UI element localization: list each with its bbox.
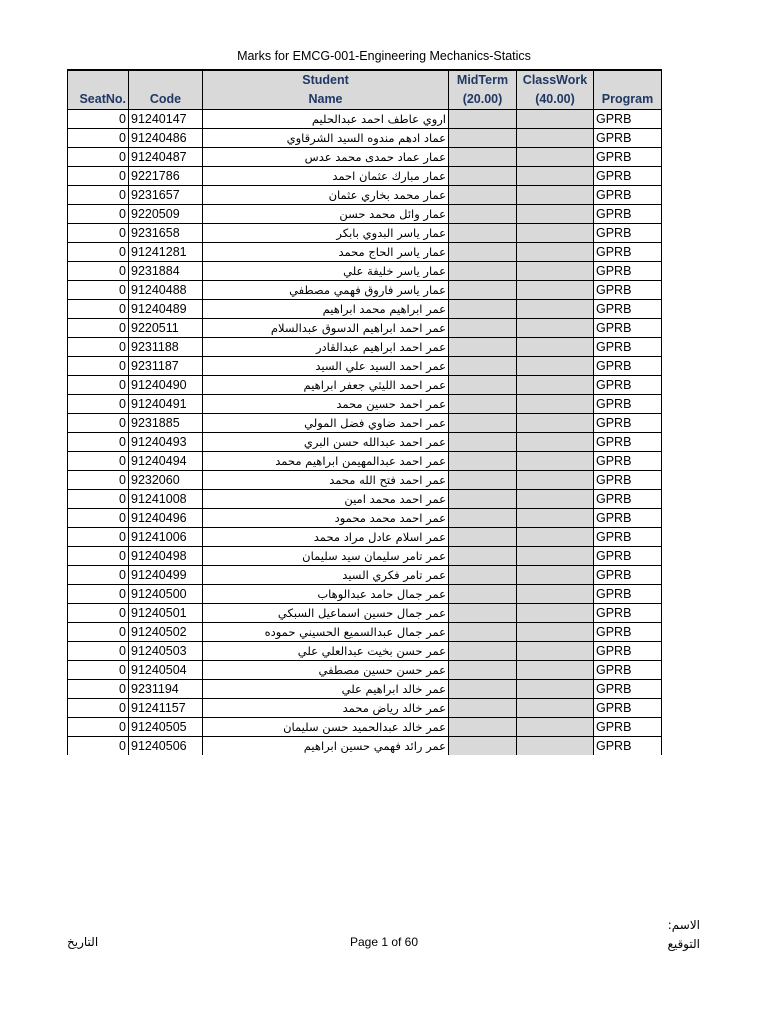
header-seat: SeatNo. bbox=[68, 70, 129, 110]
student-name-cell: عمر احمد الليثي جعفر ابراهيم bbox=[203, 376, 449, 395]
student-name-cell: عمر رائد فهمي حسين ابراهيم bbox=[203, 737, 449, 756]
code-cell: 91241281 bbox=[129, 243, 203, 262]
midterm-mark-cell[interactable] bbox=[449, 357, 517, 376]
table-row bbox=[68, 395, 662, 414]
classwork-mark-cell[interactable] bbox=[517, 186, 594, 205]
program-cell: GPRB bbox=[594, 205, 662, 224]
classwork-mark-cell[interactable] bbox=[517, 566, 594, 585]
code-cell: 91240494 bbox=[129, 452, 203, 471]
table-row bbox=[68, 680, 662, 699]
midterm-mark-cell[interactable] bbox=[449, 110, 517, 129]
seat-cell: 0 bbox=[68, 243, 129, 262]
program-cell: GPRB bbox=[594, 433, 662, 452]
program-cell: GPRB bbox=[594, 604, 662, 623]
midterm-mark-cell[interactable] bbox=[449, 718, 517, 737]
program-cell: GPRB bbox=[594, 528, 662, 547]
student-name-cell: عمار ياسر الحاج محمد bbox=[203, 243, 449, 262]
code-cell: 9231194 bbox=[129, 680, 203, 699]
header-program: Program bbox=[594, 70, 662, 110]
classwork-mark-cell[interactable] bbox=[517, 623, 594, 642]
midterm-mark-cell[interactable] bbox=[449, 642, 517, 661]
program-cell: GPRB bbox=[594, 167, 662, 186]
table-row bbox=[68, 243, 662, 262]
student-name-cell: عمار عماد حمدى محمد عدس bbox=[203, 148, 449, 167]
seat-cell: 0 bbox=[68, 357, 129, 376]
code-cell: 9231188 bbox=[129, 338, 203, 357]
table-row bbox=[68, 129, 662, 148]
seat-cell: 0 bbox=[68, 148, 129, 167]
code-cell: 91241006 bbox=[129, 528, 203, 547]
student-name-cell: عمر احمد السيد علي السيد bbox=[203, 357, 449, 376]
classwork-mark-cell[interactable] bbox=[517, 148, 594, 167]
student-name-cell: عمر جمال حامد عبدالوهاب bbox=[203, 585, 449, 604]
program-cell: GPRB bbox=[594, 110, 662, 129]
student-name-cell: عمر جمال حسين اسماعيل السبكي bbox=[203, 604, 449, 623]
midterm-mark-cell[interactable] bbox=[449, 148, 517, 167]
table-row bbox=[68, 281, 662, 300]
seat-cell: 0 bbox=[68, 186, 129, 205]
midterm-mark-cell[interactable] bbox=[449, 490, 517, 509]
classwork-mark-cell[interactable] bbox=[517, 433, 594, 452]
code-cell: 9231187 bbox=[129, 357, 203, 376]
table-row bbox=[68, 300, 662, 319]
program-cell: GPRB bbox=[594, 623, 662, 642]
seat-cell: 0 bbox=[68, 205, 129, 224]
table-row bbox=[68, 319, 662, 338]
program-cell: GPRB bbox=[594, 490, 662, 509]
midterm-mark-cell[interactable] bbox=[449, 471, 517, 490]
program-cell: GPRB bbox=[594, 718, 662, 737]
code-cell: 91240489 bbox=[129, 300, 203, 319]
classwork-mark-cell[interactable] bbox=[517, 376, 594, 395]
table-row bbox=[68, 186, 662, 205]
program-cell: GPRB bbox=[594, 281, 662, 300]
student-name-cell: عمار مبارك عثمان احمد bbox=[203, 167, 449, 186]
midterm-mark-cell[interactable] bbox=[449, 604, 517, 623]
code-cell: 91240487 bbox=[129, 148, 203, 167]
table-row bbox=[68, 566, 662, 585]
table-row bbox=[68, 547, 662, 566]
code-cell: 91241008 bbox=[129, 490, 203, 509]
classwork-mark-cell[interactable] bbox=[517, 300, 594, 319]
table-body bbox=[68, 110, 662, 756]
student-name-cell: عمر احمد محمد امين bbox=[203, 490, 449, 509]
seat-cell: 0 bbox=[68, 737, 129, 756]
code-cell: 91240504 bbox=[129, 661, 203, 680]
classwork-mark-cell[interactable] bbox=[517, 547, 594, 566]
classwork-mark-cell[interactable] bbox=[517, 471, 594, 490]
seat-cell: 0 bbox=[68, 471, 129, 490]
code-cell: 91240505 bbox=[129, 718, 203, 737]
program-cell: GPRB bbox=[594, 699, 662, 718]
student-name-cell: اروي عاطف احمد عبدالحليم bbox=[203, 110, 449, 129]
midterm-mark-cell[interactable] bbox=[449, 395, 517, 414]
code-cell: 91240488 bbox=[129, 281, 203, 300]
table-row bbox=[68, 528, 662, 547]
student-name-cell: عمر احمد ابراهيم الدسوق عبدالسلام bbox=[203, 319, 449, 338]
table-row bbox=[68, 718, 662, 737]
code-cell: 9232060 bbox=[129, 471, 203, 490]
table-row bbox=[68, 167, 662, 186]
student-name-cell: عمر حسن بخيت عبدالعلي علي bbox=[203, 642, 449, 661]
seat-cell: 0 bbox=[68, 376, 129, 395]
classwork-mark-cell[interactable] bbox=[517, 737, 594, 756]
program-cell: GPRB bbox=[594, 319, 662, 338]
student-name-cell: عمار ياسر خليفة علي bbox=[203, 262, 449, 281]
program-cell: GPRB bbox=[594, 661, 662, 680]
classwork-mark-cell[interactable] bbox=[517, 110, 594, 129]
program-cell: GPRB bbox=[594, 395, 662, 414]
student-name-cell: عمر خالد رياض محمد bbox=[203, 699, 449, 718]
code-cell: 91240503 bbox=[129, 642, 203, 661]
classwork-mark-cell[interactable] bbox=[517, 414, 594, 433]
seat-cell: 0 bbox=[68, 718, 129, 737]
midterm-mark-cell[interactable] bbox=[449, 186, 517, 205]
table-row bbox=[68, 148, 662, 167]
seat-cell: 0 bbox=[68, 604, 129, 623]
program-cell: GPRB bbox=[594, 680, 662, 699]
marks-table bbox=[67, 69, 662, 755]
code-cell: 9231658 bbox=[129, 224, 203, 243]
program-cell: GPRB bbox=[594, 186, 662, 205]
program-cell: GPRB bbox=[594, 737, 662, 756]
midterm-mark-cell[interactable] bbox=[449, 699, 517, 718]
midterm-mark-cell[interactable] bbox=[449, 680, 517, 699]
table-row bbox=[68, 110, 662, 129]
code-cell: 9231885 bbox=[129, 414, 203, 433]
table-row bbox=[68, 357, 662, 376]
student-name-cell: عمار ياسر البدوي بابكر bbox=[203, 224, 449, 243]
table-row bbox=[68, 604, 662, 623]
program-cell: GPRB bbox=[594, 129, 662, 148]
classwork-mark-cell[interactable] bbox=[517, 262, 594, 281]
table-row bbox=[68, 490, 662, 509]
seat-cell: 0 bbox=[68, 680, 129, 699]
student-name-cell: عمر حسن حسين مصطفي bbox=[203, 661, 449, 680]
midterm-mark-cell[interactable] bbox=[449, 737, 517, 756]
code-cell: 9231884 bbox=[129, 262, 203, 281]
student-name-cell: عمر احمد ضاوي فضل المولي bbox=[203, 414, 449, 433]
student-name-cell: عمر خالد ابراهيم علي bbox=[203, 680, 449, 699]
midterm-mark-cell[interactable] bbox=[449, 623, 517, 642]
program-cell: GPRB bbox=[594, 585, 662, 604]
midterm-mark-cell[interactable] bbox=[449, 585, 517, 604]
classwork-mark-cell[interactable] bbox=[517, 357, 594, 376]
table-row bbox=[68, 262, 662, 281]
classwork-mark-cell[interactable] bbox=[517, 642, 594, 661]
code-cell: 9220509 bbox=[129, 205, 203, 224]
page-number: Page 1 of 60 bbox=[349, 935, 419, 949]
student-name-cell: عمر احمد محمد محمود bbox=[203, 509, 449, 528]
program-cell: GPRB bbox=[594, 566, 662, 585]
student-name-cell: عمار وائل محمد حسن bbox=[203, 205, 449, 224]
code-cell: 91240493 bbox=[129, 433, 203, 452]
student-name-cell: عمر تامر سليمان سيد سليمان bbox=[203, 547, 449, 566]
midterm-mark-cell[interactable] bbox=[449, 509, 517, 528]
seat-cell: 0 bbox=[68, 395, 129, 414]
student-name-cell: عمر احمد ابراهيم عبدالقادر bbox=[203, 338, 449, 357]
seat-cell: 0 bbox=[68, 509, 129, 528]
seat-cell: 0 bbox=[68, 433, 129, 452]
header-classwork: ClassWork (40.00) bbox=[517, 70, 594, 110]
header-code: Code bbox=[129, 70, 203, 110]
midterm-mark-cell[interactable] bbox=[449, 547, 517, 566]
table-row bbox=[68, 699, 662, 718]
seat-cell: 0 bbox=[68, 699, 129, 718]
classwork-mark-cell[interactable] bbox=[517, 699, 594, 718]
midterm-mark-cell[interactable] bbox=[449, 243, 517, 262]
seat-cell: 0 bbox=[68, 167, 129, 186]
midterm-mark-cell[interactable] bbox=[449, 528, 517, 547]
code-cell: 91240491 bbox=[129, 395, 203, 414]
code-cell: 91240490 bbox=[129, 376, 203, 395]
classwork-mark-cell[interactable] bbox=[517, 281, 594, 300]
program-cell: GPRB bbox=[594, 509, 662, 528]
midterm-mark-cell[interactable] bbox=[449, 281, 517, 300]
classwork-mark-cell[interactable] bbox=[517, 224, 594, 243]
code-cell: 91240486 bbox=[129, 129, 203, 148]
code-cell: 91240506 bbox=[129, 737, 203, 756]
classwork-mark-cell[interactable] bbox=[517, 528, 594, 547]
date-label: التاريخ bbox=[67, 935, 99, 949]
seat-cell: 0 bbox=[68, 338, 129, 357]
program-cell: GPRB bbox=[594, 452, 662, 471]
table-row bbox=[68, 585, 662, 604]
classwork-mark-cell[interactable] bbox=[517, 680, 594, 699]
midterm-mark-cell[interactable] bbox=[449, 224, 517, 243]
seat-cell: 0 bbox=[68, 642, 129, 661]
code-cell: 9221786 bbox=[129, 167, 203, 186]
student-name-cell: عماد ادهم مندوه السيد الشرقاوي bbox=[203, 129, 449, 148]
table-row bbox=[68, 224, 662, 243]
student-name-cell: عمر ابراهيم محمد ابراهيم bbox=[203, 300, 449, 319]
classwork-mark-cell[interactable] bbox=[517, 319, 594, 338]
midterm-mark-cell[interactable] bbox=[449, 433, 517, 452]
midterm-mark-cell[interactable] bbox=[449, 167, 517, 186]
student-name-cell: عمر احمد عبدالله حسن البري bbox=[203, 433, 449, 452]
seat-cell: 0 bbox=[68, 585, 129, 604]
midterm-mark-cell[interactable] bbox=[449, 319, 517, 338]
seat-cell: 0 bbox=[68, 281, 129, 300]
code-cell: 91241157 bbox=[129, 699, 203, 718]
midterm-mark-cell[interactable] bbox=[449, 262, 517, 281]
classwork-mark-cell[interactable] bbox=[517, 604, 594, 623]
student-name-cell: عمر احمد حسين محمد bbox=[203, 395, 449, 414]
student-name-cell: عمر احمد عبدالمهيمن ابراهيم محمد bbox=[203, 452, 449, 471]
midterm-mark-cell[interactable] bbox=[449, 661, 517, 680]
seat-cell: 0 bbox=[68, 452, 129, 471]
midterm-mark-cell[interactable] bbox=[449, 452, 517, 471]
program-cell: GPRB bbox=[594, 300, 662, 319]
page-title: Marks for EMCG-001-Engineering Mechanics-Statics bbox=[237, 49, 531, 63]
midterm-mark-cell[interactable] bbox=[449, 376, 517, 395]
midterm-mark-cell[interactable] bbox=[449, 414, 517, 433]
classwork-mark-cell[interactable] bbox=[517, 205, 594, 224]
seat-cell: 0 bbox=[68, 414, 129, 433]
signature-label: التوقيع bbox=[667, 937, 700, 951]
program-cell: GPRB bbox=[594, 357, 662, 376]
student-name-cell: عمر اسلام عادل مراد محمد bbox=[203, 528, 449, 547]
classwork-mark-cell[interactable] bbox=[517, 661, 594, 680]
classwork-mark-cell[interactable] bbox=[517, 243, 594, 262]
program-cell: GPRB bbox=[594, 376, 662, 395]
table-row bbox=[68, 642, 662, 661]
midterm-mark-cell[interactable] bbox=[449, 129, 517, 148]
code-cell: 9231657 bbox=[129, 186, 203, 205]
program-cell: GPRB bbox=[594, 262, 662, 281]
program-cell: GPRB bbox=[594, 148, 662, 167]
program-cell: GPRB bbox=[594, 224, 662, 243]
classwork-mark-cell[interactable] bbox=[517, 718, 594, 737]
classwork-mark-cell[interactable] bbox=[517, 167, 594, 186]
table-row bbox=[68, 737, 662, 756]
header-midterm: MidTerm (20.00) bbox=[449, 70, 517, 110]
table-row bbox=[68, 433, 662, 452]
seat-cell: 0 bbox=[68, 110, 129, 129]
code-cell: 91240498 bbox=[129, 547, 203, 566]
table-header-row bbox=[68, 70, 662, 110]
seat-cell: 0 bbox=[68, 623, 129, 642]
student-name-cell: عمر تامر فكري السيد bbox=[203, 566, 449, 585]
program-cell: GPRB bbox=[594, 471, 662, 490]
program-cell: GPRB bbox=[594, 414, 662, 433]
classwork-mark-cell[interactable] bbox=[517, 490, 594, 509]
student-name-cell: عمار ياسر فاروق فهمي مصطفي bbox=[203, 281, 449, 300]
classwork-mark-cell[interactable] bbox=[517, 129, 594, 148]
midterm-mark-cell[interactable] bbox=[449, 338, 517, 357]
table-row bbox=[68, 414, 662, 433]
program-cell: GPRB bbox=[594, 338, 662, 357]
table-row bbox=[68, 623, 662, 642]
program-cell: GPRB bbox=[594, 243, 662, 262]
seat-cell: 0 bbox=[68, 490, 129, 509]
seat-cell: 0 bbox=[68, 319, 129, 338]
table-row bbox=[68, 338, 662, 357]
classwork-mark-cell[interactable] bbox=[517, 452, 594, 471]
student-name-cell: عمر احمد فتح الله محمد bbox=[203, 471, 449, 490]
student-name-cell: عمر جمال عبدالسميع الحسيني حموده bbox=[203, 623, 449, 642]
code-cell: 91240501 bbox=[129, 604, 203, 623]
table-row bbox=[68, 661, 662, 680]
program-cell: GPRB bbox=[594, 547, 662, 566]
code-cell: 91240499 bbox=[129, 566, 203, 585]
student-name-cell: عمر خالد عبدالحميد حسن سليمان bbox=[203, 718, 449, 737]
seat-cell: 0 bbox=[68, 300, 129, 319]
program-cell: GPRB bbox=[594, 642, 662, 661]
header-student-name: Student Name bbox=[203, 70, 449, 110]
student-name-cell: عمار محمد بخاري عثمان bbox=[203, 186, 449, 205]
seat-cell: 0 bbox=[68, 661, 129, 680]
seat-cell: 0 bbox=[68, 566, 129, 585]
midterm-mark-cell[interactable] bbox=[449, 205, 517, 224]
table-row bbox=[68, 471, 662, 490]
table-row bbox=[68, 509, 662, 528]
code-cell: 91240147 bbox=[129, 110, 203, 129]
seat-cell: 0 bbox=[68, 129, 129, 148]
seat-cell: 0 bbox=[68, 262, 129, 281]
code-cell: 91240502 bbox=[129, 623, 203, 642]
seat-cell: 0 bbox=[68, 547, 129, 566]
code-cell: 9220511 bbox=[129, 319, 203, 338]
code-cell: 91240500 bbox=[129, 585, 203, 604]
classwork-mark-cell[interactable] bbox=[517, 395, 594, 414]
table-row bbox=[68, 452, 662, 471]
midterm-mark-cell[interactable] bbox=[449, 566, 517, 585]
classwork-mark-cell[interactable] bbox=[517, 338, 594, 357]
midterm-mark-cell[interactable] bbox=[449, 300, 517, 319]
classwork-mark-cell[interactable] bbox=[517, 509, 594, 528]
table-row bbox=[68, 205, 662, 224]
seat-cell: 0 bbox=[68, 224, 129, 243]
code-cell: 91240496 bbox=[129, 509, 203, 528]
classwork-mark-cell[interactable] bbox=[517, 585, 594, 604]
table-row bbox=[68, 376, 662, 395]
name-label: الاسم: bbox=[667, 918, 700, 932]
seat-cell: 0 bbox=[68, 528, 129, 547]
